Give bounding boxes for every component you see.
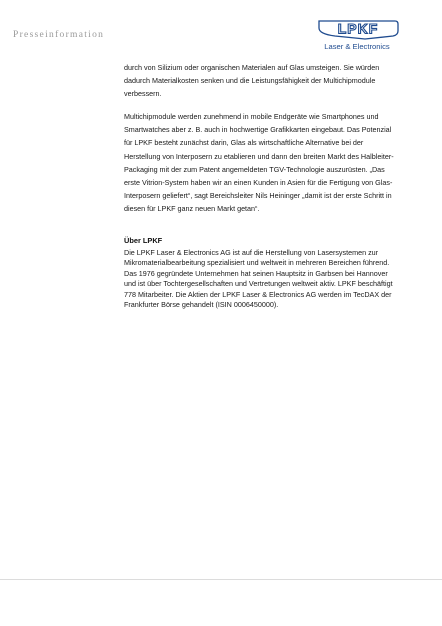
logo-tagline: Laser & Electronics	[324, 42, 390, 51]
header-label: Presseinformation	[13, 30, 105, 40]
lpkf-logo	[315, 18, 401, 54]
paragraph-multichip: Multichipmodule werden zunehmend in mobile Endgeräte wie Smartphones und Smartwatches aber z. B. auch in hochwertige Grafikkarten eingebaut. Das Potenzial für LPKF besteht zunächst darin, Glas als wirtschaftliche Alternative bei der Herstellung von Interposern zu etablieren und dann den breiten Markt des Halbleiter-Packaging mit der zum Patent angemeldeten TGV-Technologie auszurüsten. „Das erste Vitrion-System haben wir an einen Kunden in Asien für die Fertigung von Glas-Interposern geliefert“, sagt Bereichsleiter Nils Heininger „damit ist der erste Schritt in diesen für LPKF ganz neuen Markt getan“.	[124, 112, 394, 213]
document-body	[124, 61, 396, 310]
about-text: Die LPKF Laser & Electronics AG ist auf die Herstellung von Lasersystemen zur Mikromaterialbearbeitung spezialisiert und weltweit in mehreren Bereichen führend. Das 1976 gegründete Unternehmen hat seinen Hauptsitz in Garbsen bei Hannover und ist über Tochtergesellschaften und Vertretungen weltweit aktiv. LPKF beschäftigt 778 Mitarbeiter. Die Aktien der LPKF Laser & Electronics AG werden im TecDAX der Frankfurter Börse gehandelt (ISIN 0006450000).	[124, 248, 393, 310]
footer-divider	[0, 579, 442, 580]
about-heading: Über LPKF	[124, 236, 163, 246]
paragraph-intro: durch von Silizium oder organischen Materialen auf Glas umsteigen. Sie würden dadurch Materialkosten senken und die Leistungsfähigkeit der Multichipmodule verbessern.	[124, 63, 380, 99]
logo-wordmark: LPKF	[337, 20, 379, 37]
lpkf-logo-mark	[315, 18, 401, 42]
